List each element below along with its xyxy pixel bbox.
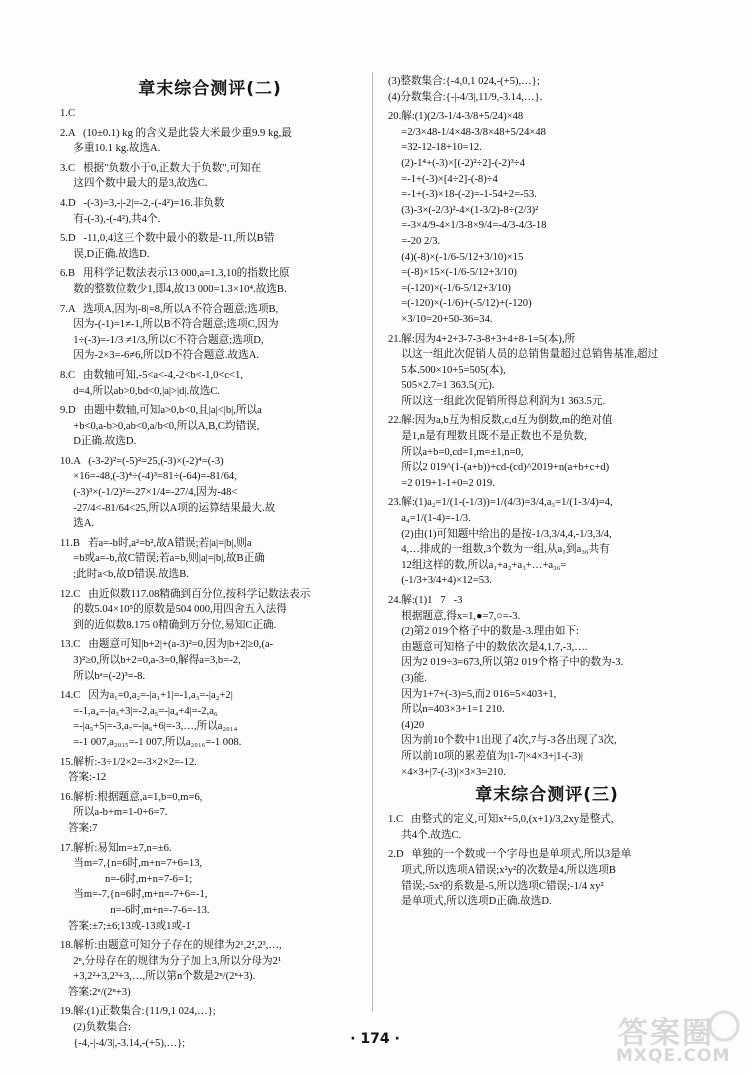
- answer-line: 因为-2×3=-6≠6,所以D不符合题意.故选A.: [60, 350, 260, 362]
- answer-line: 项式,所以选项A错误;x²y²的次数是4,所以选项B: [388, 864, 616, 876]
- left-answer-list: [60, 106, 360, 1051]
- page-number: · 174 ·: [350, 1031, 400, 1047]
- answer-line: 11.B 若a=-b时,a²=b²,故A错误;若|a|=|b|,则a: [60, 537, 252, 549]
- answer-line: =(-8)×15×(-1/6-5/12+3/10): [388, 267, 517, 279]
- answer-line: 所以a-b+m=1-0+6=7.: [60, 807, 168, 819]
- answer-line: 所以a+b=0,cd=1,m=±1,n=0,: [388, 446, 524, 458]
- section-heading-chapter-2: 章末综合测评(二): [138, 79, 282, 99]
- answer-line: 所以2 019^(1-(a+b))+cd-(cd)^2019+n(a+b+c+d): [388, 462, 610, 474]
- answer-line: 以这一组此次促销人员的总销售量超过总销售基准,超过: [388, 349, 659, 361]
- answer-line: 2.A (10±0.1) kg 的含义是此袋大米最少重9.9 kg,最: [60, 127, 292, 139]
- answer-line: 当m=7,{n=6时,m+n=7+6=13,: [60, 858, 203, 870]
- answer-line: 共4个.故选C.: [388, 829, 462, 841]
- answer-line: (-1/3+3/4+4)×12=53.: [388, 575, 492, 587]
- answer-line: 误,D正确.故选D.: [60, 248, 150, 260]
- answer-line: 所以这一组此次促销所得总利润为1 363.5元.: [388, 395, 606, 407]
- answer-line: =2 019+1-1+0=2 019.: [388, 477, 495, 489]
- answer-line: 6.B 用科学记数法表示13 000,a=1.3,10的指数比原: [60, 268, 290, 280]
- watermark-text: 答案圈: [618, 1016, 714, 1051]
- answer-line: (-3)³×(-1/2)²=-27×1/4=-27/4,因为-48<: [60, 487, 238, 499]
- answer-line: (4)(-8)×(-1/6-5/12+3/10)×15: [388, 251, 524, 263]
- answer-line: =(-120)×(-1/6)+(-5/12)+(-120): [388, 298, 532, 310]
- watermark-url: MXQE.COM: [616, 1046, 731, 1066]
- answer-line: 是1,n是有理数且既不是正数也不是负数,: [388, 431, 587, 443]
- answer-line: =-1 007,a₂₀₁₅=-1 007,所以a₂₀₁₆=-1 008.: [60, 736, 242, 748]
- answer-line: 数的整数位数少1,即4,故13 000=1.3×10⁴.故选B.: [60, 283, 287, 295]
- answer-line: 因为前10个数中1出现了4次,7与-3各出现了3次,: [388, 735, 617, 747]
- answer-line: =32-12-18+10=12.: [388, 142, 482, 154]
- answer-line: (4)分数集合:{-|-4/3|,11/9,-3.14,…}.: [388, 91, 543, 103]
- answer-line: =b或a=-b,故C错误;若a=b,则|a|=|b|,故B正确: [60, 553, 265, 565]
- answer-line: ×16=-48,(-3)⁴÷(-4)³=81÷(-64)=-81/64,: [60, 471, 237, 483]
- answer-line: 20.解:(1)(2/3-1/4-3/8+5/24)×48: [388, 111, 524, 123]
- answer-line: a₄=1/(1-4)=-1/3.: [388, 513, 471, 525]
- answer-line: -27/4<-81/64<25,所以A项的运算结果最大.故: [60, 502, 276, 514]
- answer-line: 由题意可知格子中的数依次是4,1,7,-3,….: [388, 641, 588, 653]
- answer-line: =-1,a₄=-|a₃+3|=-2,a₅=-|a₄+4|=-2,a₆: [60, 705, 218, 717]
- answer-line: 9.D 由题中数轴,可知a>0,b<0,且|a|<|b|,所以a: [60, 405, 262, 417]
- answer-line: 10.A (-3-2)²=(-5)²=25,(-3)×(-2)⁴=(-3): [60, 455, 224, 467]
- answer-line: (2)负数集合:: [60, 1022, 131, 1034]
- answer-line: (2)第2 019个格子中的数是-3.理由如下:: [388, 626, 579, 638]
- answer-line: (3)能.: [388, 672, 427, 684]
- right-column: [388, 74, 706, 910]
- answer-line: n=-6时,m+n=-7-6=-13.: [60, 904, 210, 916]
- answer-line: 14.C 因为a₁=0,a₂=-|a₁+1|=-1,a₃=-|a₂+2|: [60, 690, 233, 702]
- answer-line: +3,2²+3,2³+3,…,所以第n个数是2ⁿ/(2ⁿ+3).: [60, 971, 256, 983]
- answer-line: 所以bᵃ=(-2)³=-8.: [60, 670, 146, 682]
- answer-line: 1.C: [60, 108, 76, 119]
- answer-line: 23.解:(1)a₂=1/(1-(-1/3))=1/(4/3)=3/4,a₃=1/(1-3/4)=4,: [388, 497, 613, 509]
- answer-line: 3)²≥0,所以b+2=0,a-3=0,解得a=3,b=-2,: [60, 655, 241, 666]
- answer-line: n=-6时,m+n=7-6=1;: [60, 873, 193, 885]
- answer-line: 4,…排成的一组数,3个数为一组,从a₁到a₃₆共有: [388, 544, 610, 556]
- answer-line: =(-120)×(-1/6-5/12+3/10): [388, 282, 511, 294]
- answer-line: 1.C 由整式的定义,可知x²+5,0,(x+1)/3,2xy是整式,: [388, 814, 614, 826]
- answer-line: +b<0,a-b>0,ab<0,a/b<0,所以A,B,C均错误,: [60, 420, 260, 432]
- answer-line: 根据题意,得x=1,●=7,○=-3.: [388, 610, 521, 622]
- answer-line: 有-(-3),-(-4²),共4个.: [60, 213, 161, 225]
- answer-line: ;此时a<b,故D错误.故选B.: [60, 569, 189, 581]
- answer-line: 5本.500×10+5=505(本),: [388, 364, 506, 376]
- answer-line: 2.D 单独的一个数或一个字母也是单项式,所以3是单: [388, 849, 632, 861]
- answer-line: 17.解析:易知m=±7,n=±6.: [60, 842, 172, 854]
- answer-line: 选A.: [60, 518, 95, 530]
- answer-line: =-|a₅+5|=-3,a₇=-|a₆+6|=-3,…,所以a₂₀₁₄: [60, 721, 238, 733]
- answer-line: 13.C 由题意可知|b+2|+(a-3)²=0,因为|b+2|≥0,(a-: [60, 639, 274, 651]
- answer-line: 8.C 由数轴可知,-5<a<-4,-2<b<-1,0<c<1,: [60, 369, 243, 381]
- answer-line: 1÷(-3)=-1/3 ≠1/3,所以C不符合题意;选项D,: [60, 334, 264, 346]
- answer-line: 答案:±7;±6;13或-13或1或-1: [60, 920, 191, 932]
- answer-line: =2/3×48-1/4×48-3/8×48+5/24×48: [388, 126, 546, 138]
- column-divider: [372, 72, 373, 1012]
- answer-line: 21.解:因为4+2+3-7-3-8+3+4+8-1=5(本),所: [388, 333, 576, 345]
- answer-line: d=4,所以ab>0,bd<0,|a|>|d|.故选C.: [60, 385, 221, 397]
- answer-line: 所以n=403×3+1=1 210.: [388, 704, 505, 716]
- right-answer-list-bottom: [388, 812, 706, 910]
- answer-line: ×4×3+|7-(-3)|×3×3=210.: [388, 766, 506, 778]
- answer-line: =-1+(-3)×18-(-2)=-1-54+2=-53.: [388, 189, 537, 201]
- answer-line: 因为1+7+(-3)=5,而2 016=5×403+1,: [388, 688, 557, 700]
- section-heading-chapter-3: 章末综合测评(三): [475, 785, 619, 806]
- answer-line: {-4,-|-4/3|,-3.14,-(+5),…};: [60, 1037, 186, 1049]
- answer-line: 因为2 019÷3=673,所以第2 019个格子中的数为-3.: [388, 657, 624, 669]
- answer-line: =-20 2/3.: [388, 235, 441, 247]
- watermark-logo: [612, 1008, 740, 1070]
- answer-line: 12.C 由近似数117.08精确到百分位,按科学记数法表示: [60, 588, 311, 600]
- answer-line: 15.解析:-3÷1/2×2=-3×2×2=-12.: [60, 756, 197, 768]
- answer-line: 答案:2ⁿ/(2ⁿ+3): [60, 986, 131, 998]
- answer-line: 到的近似数8.175 0精确到万分位,易知C正确.: [60, 619, 277, 631]
- answer-line: 答案:7: [60, 822, 98, 834]
- answer-line: 的数5.04×10⁵的原数是504 000,用四舍五入法得: [60, 604, 287, 616]
- answer-line: 5.D -11,0,4这三个数中最小的数是-11,所以B错: [60, 233, 275, 245]
- answer-line: ×3/10=20+50-36=34.: [388, 313, 493, 325]
- left-column: [60, 74, 360, 1051]
- answer-line: 505×2.7=1 363.5(元).: [388, 380, 495, 392]
- answer-line: 24.解:(1)1 7 -3: [388, 595, 463, 606]
- answer-line: 答案:-12: [60, 772, 107, 784]
- answer-line: 22.解:因为a,b互为相反数,c,d互为倒数,m的绝对值: [388, 415, 613, 427]
- right-answer-list-top: [388, 74, 706, 780]
- answer-line: 3.C 根据"负数小于0,正数大于负数",可知在: [60, 162, 262, 174]
- answer-line: 7.A 选项A,因为|-8|=8,所以A不符合题意;选项B,: [60, 303, 279, 315]
- answer-line: 16.解析:根据题意,a=1,b=0,m=6,: [60, 791, 203, 803]
- answer-line: 因为-(-1)=1≠-1,所以B不符合题意;选项C,因为: [60, 319, 279, 331]
- answer-line: D正确.故选D.: [60, 436, 137, 448]
- answer-line: (2)-1⁴+(-3)×[(-2)²÷2]-(-2)³÷4: [388, 157, 525, 169]
- answer-line: 4.D -(-3)=3,-|-2|=-2,-(-4²)=16.非负数: [60, 197, 225, 209]
- answer-line: =-1+(-3)×[4÷2]-(-8)÷4: [388, 173, 498, 185]
- answer-line: 19.解:(1)正数集合:{11/9,1 024,…};: [60, 1006, 216, 1018]
- answer-line: 18.解析:由题意可知分子存在的规律为2¹,2²,2³,…,: [60, 940, 282, 952]
- answer-line: 2ⁿ,分母存在的规律为分子加上3,所以分母为2¹: [60, 955, 282, 967]
- answer-line: 这四个数中最大的是3,故选C.: [60, 178, 208, 190]
- answer-line: 当m=-7,{n=6时,m+n=-7+6=-1,: [60, 889, 208, 901]
- answer-line: (2)由(1)可知题中给出的是按-1/3,3/4,4,-1/3,3/4,: [388, 528, 612, 540]
- answer-line: (3)整数集合:{-4,0,1 024,-(+5),…};: [388, 76, 540, 87]
- answer-line: 多重10.1 kg.故选A.: [60, 143, 161, 155]
- answer-line: 12组这样的数,所以a₁+a₂+a₃+…+a₃₆=: [388, 559, 567, 571]
- answer-line: 是单项式,所以选项D正确.故选D.: [388, 896, 552, 908]
- answer-line: 错误;-5x²的系数是-5,所以选项C错误;-1/4 xy²: [388, 880, 604, 892]
- answer-line: 所以前10项的累差值为|1-7|×4×3+|1-(-3)|: [388, 750, 584, 762]
- answer-line: (4)20: [388, 719, 425, 731]
- answer-line: =-3×4/9-4×1/3-8×9/4=-4/3-4/3-18: [388, 220, 547, 232]
- answer-line: (3)-3×(-2/3)²-4×(1-3/2)-8÷(2/3)²: [388, 204, 539, 216]
